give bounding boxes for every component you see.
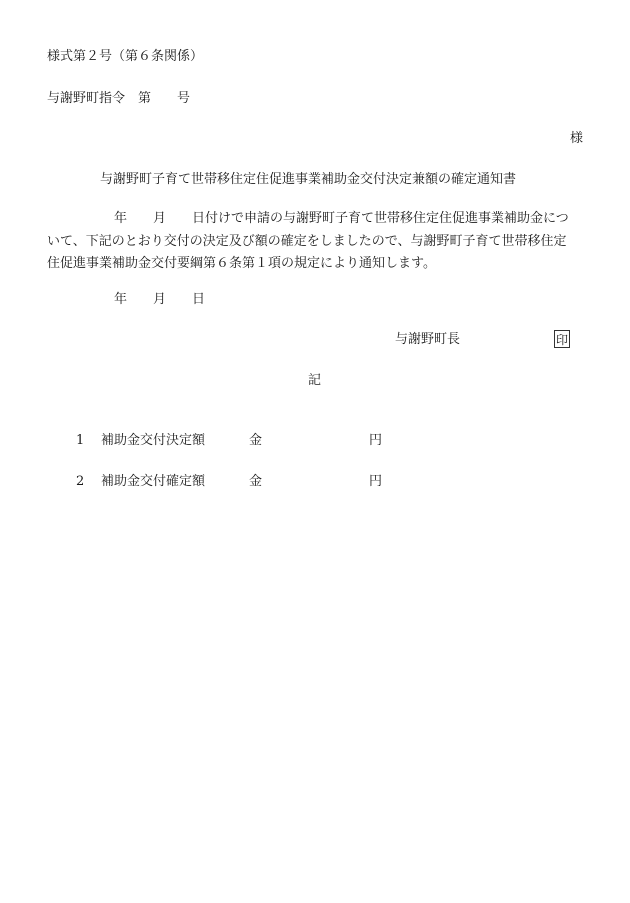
issuer-name: 与謝野町長 [395,332,461,347]
date-day: 日 [192,292,206,307]
body-line-3: 住促進事業補助金交付要綱第６条第１項の規定により通知します。 [47,256,436,271]
item-label-1: 補助金交付決定額 [101,433,206,448]
notice-date [114,293,205,306]
date-year: 年 [114,292,128,307]
body-month: 月 [153,211,167,226]
item-row-1 [76,434,84,447]
document-title: 与謝野町子育て世帯移住定住促進事業補助金交付決定兼額の確定通知書 [100,172,517,187]
body-line-1-text: 日付けで申請の与謝野町子育て世帯移住定住促進事業補助金につ [192,211,569,226]
item-yen-2: 円 [369,474,383,489]
body-line-2: いて、下記のとおり交付の決定及び額の確定をしましたので、与謝野町子育て世帯移住定 [47,233,567,249]
ki-heading: 記 [308,373,322,388]
item-kin-1: 金 [249,433,263,448]
date-month: 月 [153,292,167,307]
body-year: 年 [114,211,128,226]
item-yen-1: 円 [369,433,383,448]
issue-number [47,92,190,105]
issue-number-go: 号 [177,91,191,106]
item-number: 2 [76,474,85,489]
item-number: 1 [76,433,85,448]
addressee-suffix: 様 [570,131,584,146]
body-paragraph [47,208,583,276]
body-line-1 [47,208,583,231]
issue-number-dai: 第 [138,91,152,106]
item-kin-2: 金 [249,474,263,489]
form-number: 様式第２号（第６条関係） [47,49,204,64]
issue-number-prefix: 与謝野町指令 [47,91,126,106]
item-label-2: 補助金交付確定額 [101,474,206,489]
seal-mark: 印 [554,330,570,348]
item-row-2 [76,475,84,488]
